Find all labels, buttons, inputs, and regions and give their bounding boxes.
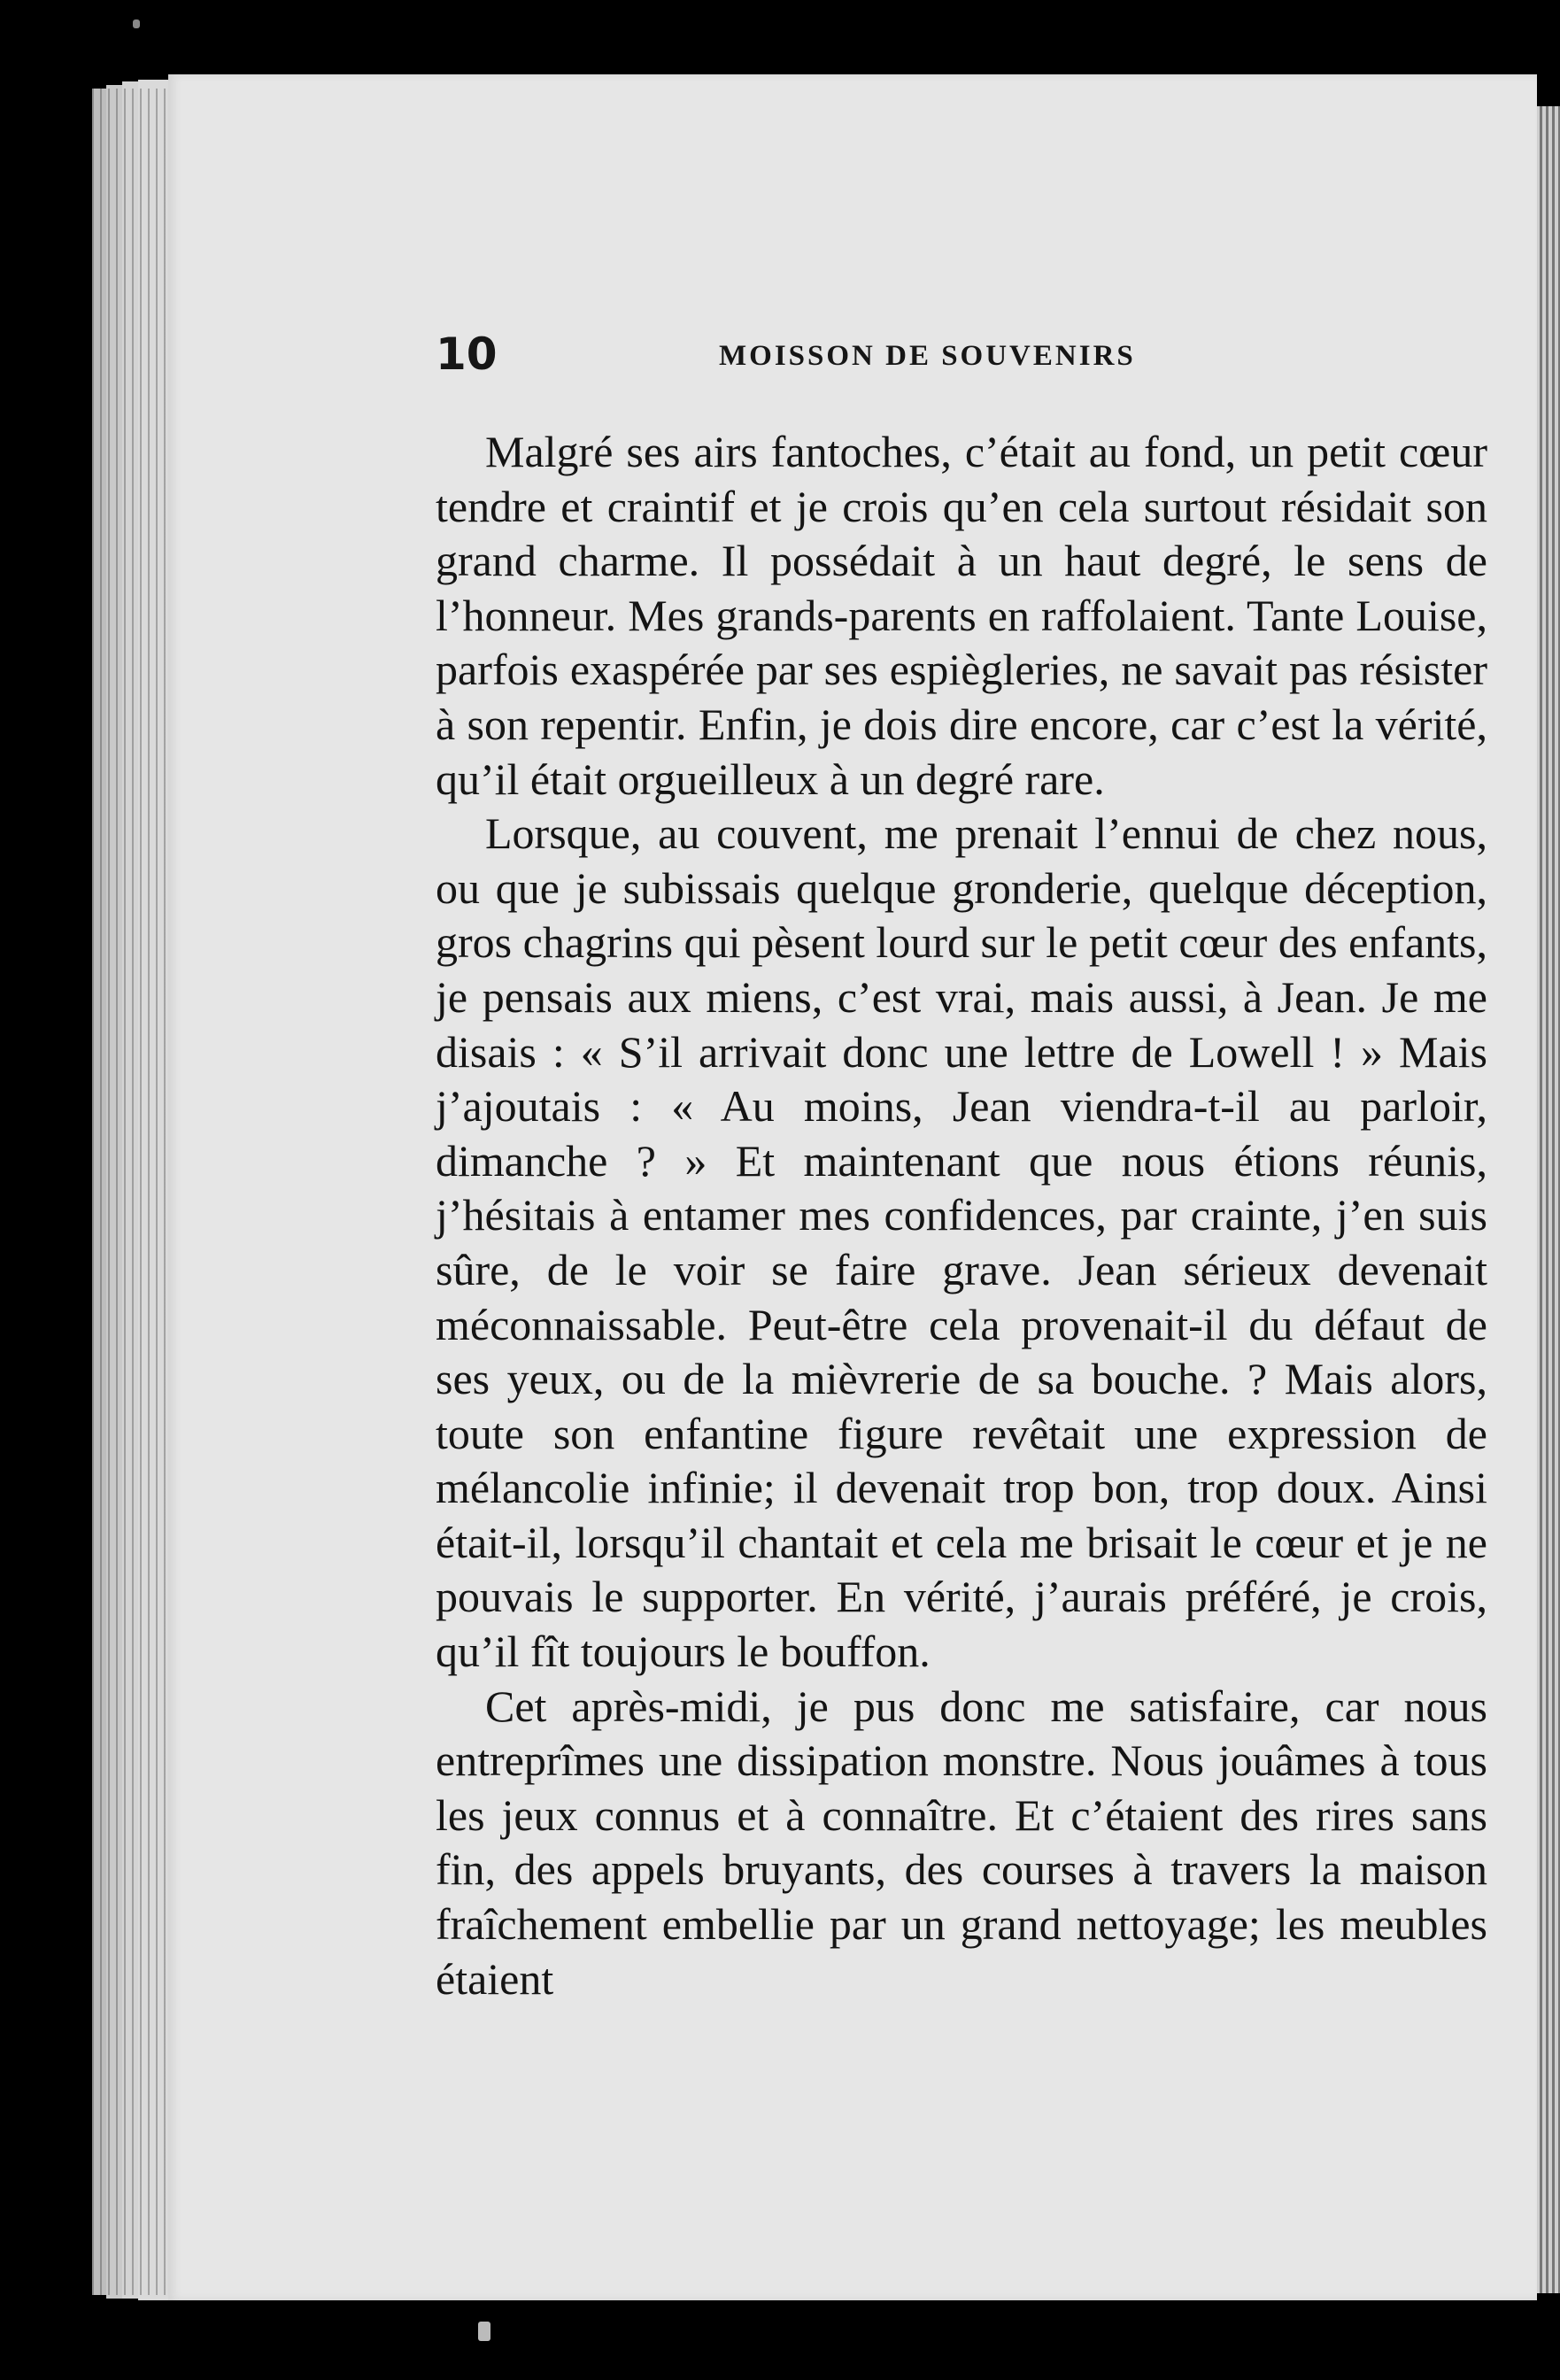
page-number: 10 — [436, 328, 498, 380]
right-page-edge — [1533, 106, 1560, 2293]
page-header — [267, 328, 1489, 381]
scan-speck — [133, 19, 140, 28]
paragraph: Cet après-midi, je pus donc me satisfaire, car nous entreprîmes une dissipation monstre. Nous jouâmes à tous les jeux connus et à connaître. Et c’étaient des rires sans fin, des appels bruyants, des courses à travers la maison fraîchement embellie par un grand nettoyage; les meubles étaient — [436, 1681, 1487, 2004]
paragraph: Lorsque, au couvent, me prenait l’ennui de chez nous, ou que je subissais quelque gronderie, quelque déception, gros chagrins qui pèsent lourd sur le petit cœur des enfants, je pensais aux miens, c’est vrai, mais aussi, à Jean. Je me disais : « S’il arrivait donc une lettre de Lowell ! » Mais j’ajoutais : « Au moins, Jean viendra-t-il au parloir, dimanche ? » Et maintenant que nous étions réunis, j’hésitais à entamer mes confidences, par crainte, j’en suis sûre, de le voir se faire grave. Jean sérieux devenait méconnaissable. Peut-être cela provenait-il du défaut de ses yeux, ou de la mièvrerie de sa bouche. ? Mais alors, toute son enfantine figure revêtait une expression de mélancolie infinie; il devenait trop bon, trop doux. Ainsi était-il, lorsqu’il chantait et cela me brisait le cœur et je ne pouvais le supporter. En vérité, j’aurais préféré, je crois, qu’il fît toujours le bouffon. — [436, 808, 1487, 1677]
scan-speck — [478, 2322, 490, 2341]
running-head: MOISSON DE SOUVENIRS — [719, 340, 1136, 372]
paragraph: Malgré ses airs fantoches, c’était au fond, un petit cœur tendre et craintif et je crois qu’en cela surtout résidait son grand charme. Il possédait à un haut degré, le sens de l’honneur. Mes grands-parents en raffolaient. Tante Louise, parfois exaspérée par ses espiègleries, ne savait pas résister à son repentir. Enfin, je dois dire encore, car c’est la vérité, qu’il était orgueilleux à un degré rare. — [436, 427, 1487, 804]
page-edge-stack — [92, 89, 174, 2295]
body-text — [436, 425, 1487, 2006]
